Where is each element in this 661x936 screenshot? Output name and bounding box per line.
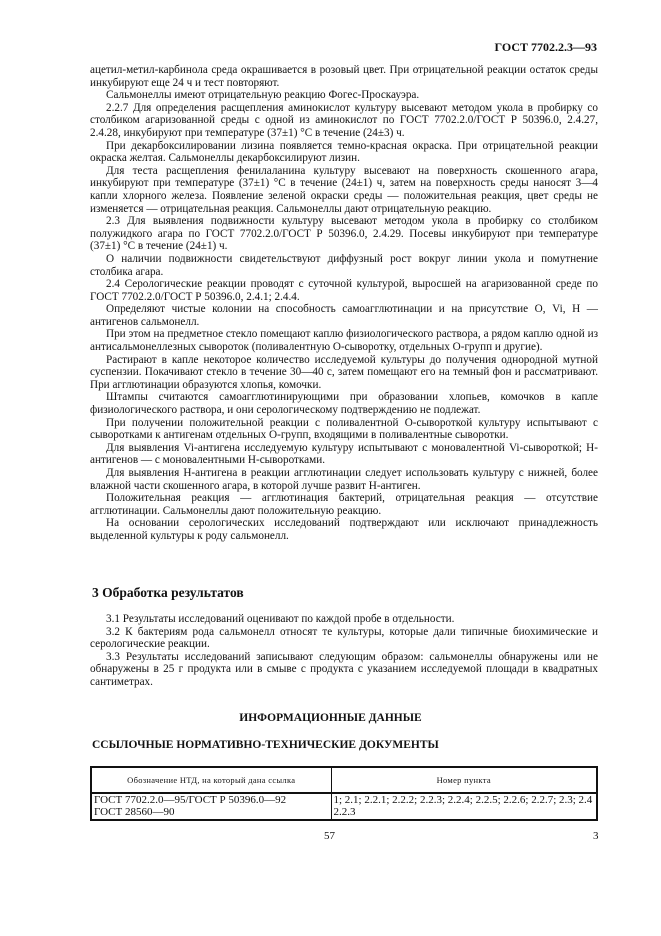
paragraph: При декарбоксилировании лизина появляется темно-красная окраска. При отрицательной реакции окраска желтая. Сальмонеллы декарбоксилируют лизин. bbox=[90, 139, 598, 165]
paragraph: 2.2.7 Для определения расщепления аминокислот культуру высевают методом укола в пробирку со столбиком агаризованной среды с одной из аминокислот по ГОСТ 7702.2.0/ГОСТ Р 50396.0, 2.4.27, 2.4.28, инкубируют при температуре (37±1) °С в течение (24±3) ч. bbox=[90, 101, 598, 139]
paragraph: На основании серологических исследований подтверждают или исключают принадлежность выделенной культуры к роду сальмонелл. bbox=[90, 517, 598, 542]
references-table bbox=[90, 766, 598, 821]
paragraph: При этом на предметное стекло помещают каплю физиологического раствора, а рядом каплю одной из антисальмонеллезных сывороток (поливалентную О-сыворотку, отдельных О-групп и другие). bbox=[90, 328, 598, 354]
info-title: ИНФОРМАЦИОННЫЕ ДАННЫЕ bbox=[239, 712, 422, 724]
page-number: 57 bbox=[324, 830, 335, 842]
references-title: ССЫЛОЧНЫЕ НОРМАТИВНО-ТЕХНИЧЕСКИЕ ДОКУМЕНТЫ bbox=[92, 739, 439, 751]
paragraph: 3.2 К бактериям рода сальмонелл относят те культуры, которые дали типичные биохимические и серологические реакции. bbox=[90, 625, 598, 651]
column-header: Номер пункта bbox=[331, 767, 597, 793]
document-ref: ГОСТ 28560—90 bbox=[94, 805, 175, 818]
paragraph: Для теста расщепления фенилаланина культуру высевают на поверхность скошенного агара, инкубируют при температуре (37±1) °С в течение (24±1) ч, затем на поверхность среды наносят 3—4 капли хлорного железа. Появление зеленой окраски среды — положительная реакция, цвет среды не изменяется — отрицательная реакция. Сальмонеллы дают отрицательную реакцию. bbox=[90, 164, 598, 215]
paragraph: Штампы считаются самоагглютинирующими при образовании хлопьев, комочков в капле физиологического раствора, и они серологическому подтверждению не подлежат. bbox=[90, 391, 598, 417]
paragraph: При получении положительной реакции с поливалентной О-сывороткой культуру испытывают с сыворотками к антигенам отдельных О-групп, входящими в поливалентные сыворотки. bbox=[90, 416, 598, 442]
document-ref: ГОСТ 7702.2.0—95/ГОСТ Р 50396.0—92 bbox=[94, 794, 287, 806]
table-cell bbox=[331, 793, 597, 820]
section-heading: 3 Обработка результатов bbox=[92, 585, 244, 600]
paragraph: Растирают в капле некоторое количество исследуемой культуры до получения однородной мутной суспензии. Покачивают стекло в течение 30—40 с, затем помещают его на темный фон и рассматривают. При агглютинации образуются хлопья, комочки. bbox=[90, 353, 598, 391]
paragraph: 2.3 Для выявления подвижности культуру высевают методом укола в пробирку со столбиком полужидкого агара по ГОСТ 7702.2.0/ГОСТ Р 50396.0, 2.4.29. Посевы инкубируют при температуре (37±1) °С в течение (24±1) ч. bbox=[90, 215, 598, 253]
table-cell bbox=[91, 793, 331, 820]
paragraph: Определяют чистые колонии на способность самоагглютинации и на присутствие О, Vi, Н — антигенов сальмонелл. bbox=[90, 303, 598, 328]
paragraph: Сальмонеллы имеют отрицательную реакцию Фогес-Проскауэра. bbox=[106, 89, 420, 102]
clause-numbers: 1; 2.1; 2.2.1; 2.2.2; 2.2.3; 2.2.4; 2.2.5; 2.2.6; 2.2.7; 2.3; 2.4 bbox=[333, 794, 593, 806]
paragraph: О наличии подвижности свидетельствуют диффузный рост вокруг линии укола и помутнение столбика агара. bbox=[90, 252, 598, 278]
section-3-text bbox=[90, 613, 598, 689]
paragraph: Положительная реакция — агглютинация бактерий, отрицательная реакция — отсутствие агглютинации. Сальмонеллы дают положительную реакцию. bbox=[90, 492, 598, 517]
column-header: Обозначение НТД, на который дана ссылка bbox=[91, 767, 331, 793]
paragraph: 3.1 Результаты исследований оценивают по каждой пробе в отдельности. bbox=[106, 613, 455, 625]
table-row bbox=[91, 793, 597, 820]
paragraph: ацетил-метил-карбинола среда окрашивается в розовый цвет. При отрицательной реакции остаток среды инкубируют еще 24 ч и тест повторяют. bbox=[90, 64, 598, 89]
page-number: 3 bbox=[593, 830, 599, 842]
paragraph: Для выявления Н-антигена в реакции агглютинации следует использовать культуру с нижней, более влажной части скошенного агара, в которой лучше развит Н-антиген. bbox=[90, 467, 598, 492]
clause-numbers: 2.2.3 bbox=[333, 805, 356, 818]
table-header-row bbox=[91, 767, 597, 793]
paragraph: Для выявления Vi-антигена исследуемую культуру испытывают с моновалентной Vi-сывороткой; Н-антигенов — с моновалентными Н-сыворотками. bbox=[90, 441, 598, 467]
paragraph: 3.3 Результаты исследований записывают следующим образом: сальмонеллы обнаружены или не обнаружены в 25 г продукта или в смыве с продукта с указанием исследуемой площади в квадратных сантиметрах. bbox=[90, 650, 598, 688]
document-header: ГОСТ 7702.2.3—93 bbox=[494, 40, 597, 54]
paragraph: 2.4 Серологические реакции проводят с суточной культурой, выросшей на агаризованной среде по ГОСТ 7702.2.0/ГОСТ Р 50396.0, 2.4.1; 2.4.4. bbox=[90, 278, 598, 303]
body-text bbox=[90, 64, 598, 543]
